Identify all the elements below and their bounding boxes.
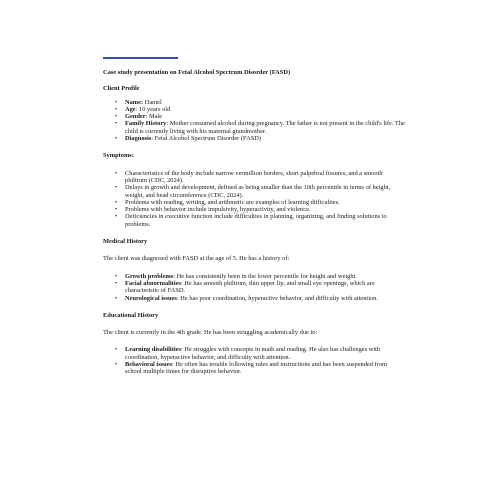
- list-item-text: Characteristics of the body include narrow vermillion borders, short palpebral fissures, and a smooth philtrum (CDC, 2024).: [125, 169, 383, 184]
- bullet-icon: •: [115, 294, 118, 302]
- header-rule: [103, 57, 178, 59]
- medical-history-heading: Medical History: [103, 238, 148, 246]
- bullet-icon: •: [115, 113, 118, 121]
- list-item-text: Deficiencies in executive function include difficulties in planning, organizing, and finding solutions to problems.: [125, 213, 387, 228]
- list-item-label: Gender: [125, 113, 146, 121]
- bullet-icon: •: [115, 213, 118, 221]
- list-item-label: Name:: [125, 98, 144, 106]
- list-item-label: Facial abnormalities: [125, 279, 181, 287]
- list-item: [103, 184, 405, 199]
- list-item-text: : He struggles with concepts in math and reading. He also has challenges with coordination, hyperactive behavior, and difficulty with attention.: [125, 346, 381, 361]
- list-item: [103, 170, 405, 185]
- list-item-text: : He often has trouble following rules and instructions and has been suspended from school multiple times for disruptive behavior.: [125, 361, 387, 376]
- bullet-icon: •: [115, 279, 118, 287]
- educational-history-intro: The client is currently in the 4th grade. He has been struggling academically due to:: [103, 329, 318, 337]
- list-item: [103, 106, 405, 113]
- bullet-icon: •: [115, 120, 118, 128]
- list-item: [103, 135, 405, 142]
- list-item-text: : Male: [145, 113, 163, 121]
- list-item-text: : He has poor coordination, hyperactive behavior, and difficulty with attention.: [176, 294, 378, 302]
- list-item: [103, 199, 405, 206]
- list-item: [103, 120, 405, 135]
- list-item-text: Problems with behavior include impulsivity, hyperactivity, and violence.: [125, 206, 311, 214]
- bullet-icon: •: [115, 272, 118, 280]
- medical-history-list: [103, 273, 405, 302]
- educational-history-heading: Educational History: [103, 311, 159, 319]
- list-item-text: Daniel: [143, 98, 162, 106]
- list-item-text: : 10 years old: [135, 105, 171, 113]
- bullet-icon: •: [115, 346, 118, 354]
- list-item: [103, 346, 405, 361]
- list-item-text: : Mother consumed alcohol during pregnancy. The father is not present in the child's life. The child is currently living with his maternal grandmother.: [125, 120, 405, 135]
- bullet-icon: •: [115, 135, 118, 143]
- list-item: [103, 295, 405, 302]
- list-item: [103, 273, 405, 280]
- list-item-label: Behavioral issues: [125, 361, 173, 369]
- document-title: Case study presentation on Fetal Alcohol Spectrum Disorder (FASD): [103, 69, 291, 76]
- symptoms-heading: Symptoms:: [103, 152, 134, 160]
- list-item: [103, 280, 405, 295]
- document-body: [103, 69, 405, 376]
- list-item-label: Learning disabilities: [125, 346, 181, 354]
- list-item-label: Age: [125, 105, 136, 113]
- list-item-text: Problems with reading, writing, and arithmetic are examples of learning difficulties.: [125, 198, 340, 206]
- list-item: [103, 113, 405, 120]
- bullet-icon: •: [115, 98, 118, 106]
- client-profile-heading: Client Profile: [103, 85, 140, 93]
- symptoms-list: [103, 170, 405, 228]
- list-item: [103, 99, 405, 106]
- list-item: [103, 206, 405, 213]
- list-item: [103, 361, 405, 376]
- bullet-icon: •: [115, 198, 118, 206]
- list-item-label: Neurological issues: [125, 294, 177, 302]
- client-profile-list: [103, 99, 405, 143]
- educational-history-list: [103, 346, 405, 375]
- list-item-label: Family History: [125, 120, 167, 128]
- list-item-text: : Fetal Alcohol Spectrum Disorder (FASD): [151, 135, 262, 143]
- bullet-icon: •: [115, 361, 118, 369]
- bullet-icon: •: [115, 169, 118, 177]
- list-item-text: Delays in growth and development, defined as being smaller than the 10th percentile in terms of height, weight, and head circumference (CDC, 2024).: [125, 184, 391, 199]
- bullet-icon: •: [115, 206, 118, 214]
- medical-history-intro: The client was diagnosed with FASD at the age of 5. He has a history of:: [103, 255, 290, 263]
- list-item-text: : He has smooth philtrum, thin upper lip, and small eye openings, which are characteristic of FASD.: [125, 279, 375, 295]
- list-item-label: Growth problems: [125, 272, 174, 280]
- list-item: [103, 213, 405, 228]
- bullet-icon: •: [115, 105, 118, 113]
- list-item-label: Diagnosis: [125, 135, 152, 143]
- list-item-text: : He has consistently been in the lower percentile for height and weight.: [173, 272, 357, 280]
- bullet-icon: •: [115, 184, 118, 192]
